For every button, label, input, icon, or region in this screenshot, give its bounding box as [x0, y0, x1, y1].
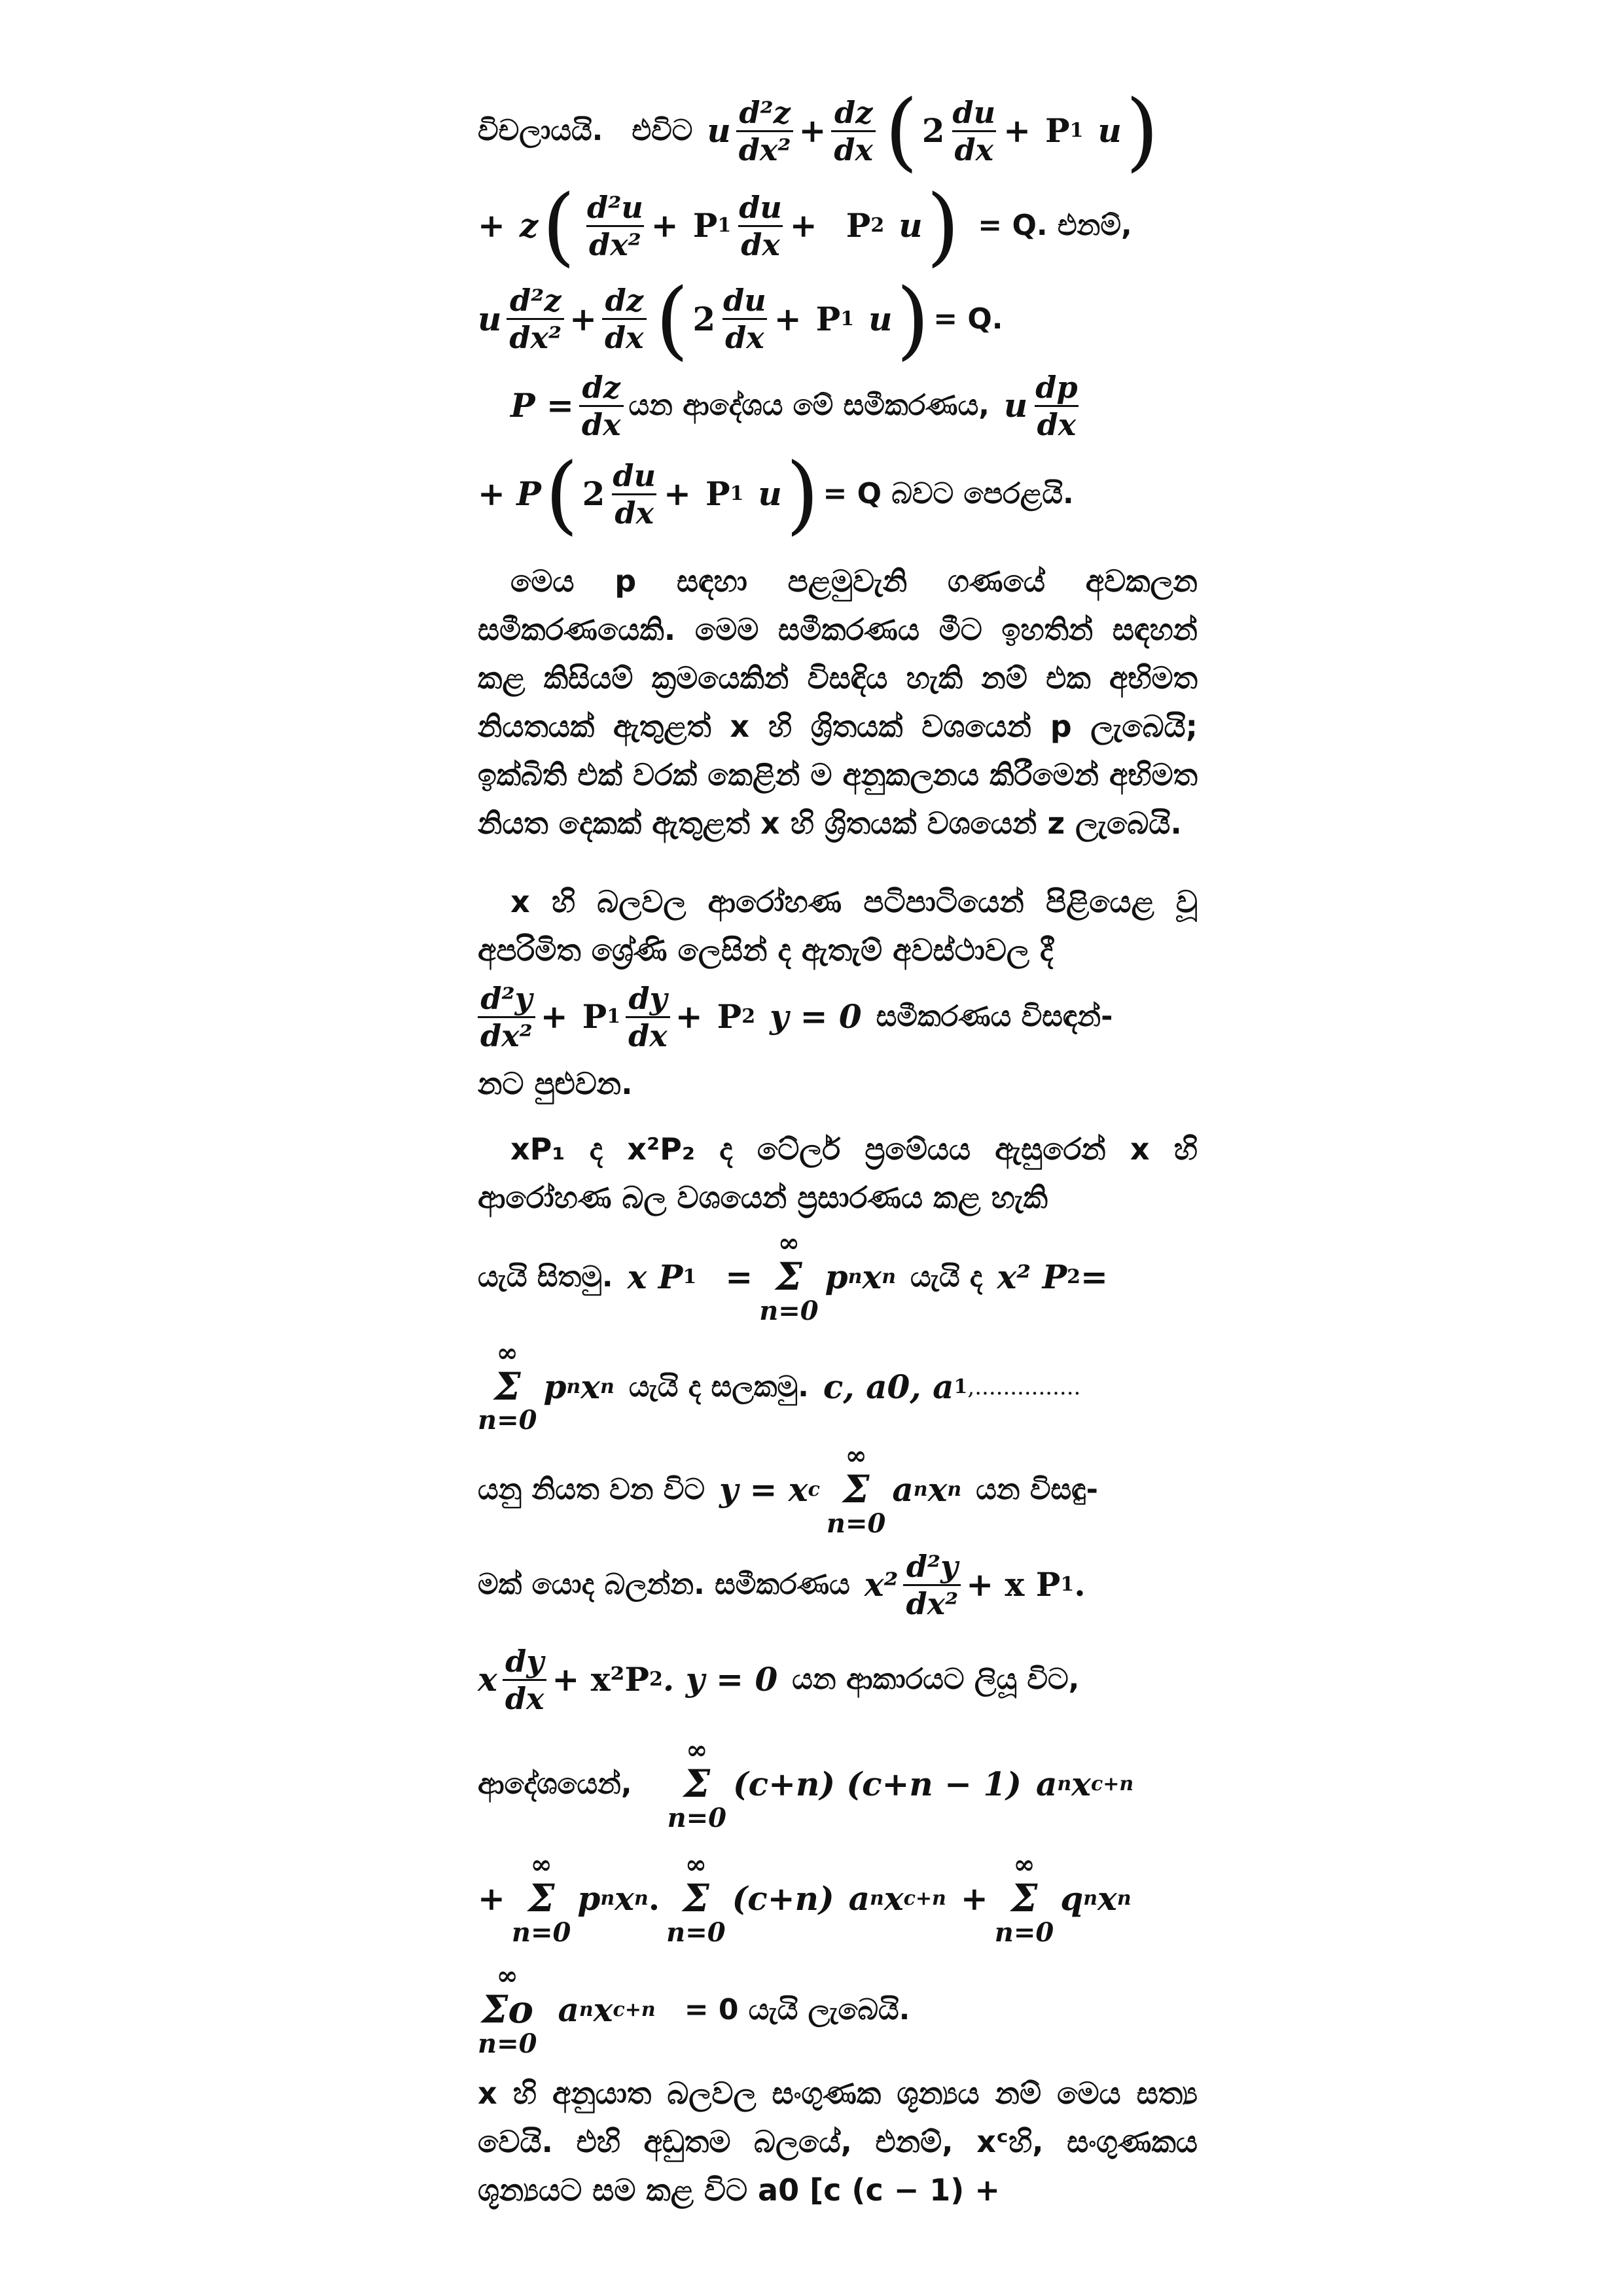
- subscript: 1: [607, 1005, 621, 1028]
- variable: u: [707, 111, 731, 150]
- variable: a: [848, 1879, 870, 1918]
- variable: p: [825, 1258, 848, 1296]
- equation-line-7: [478, 1222, 1198, 1333]
- superscript: n: [947, 1478, 962, 1501]
- coefficient: P: [705, 474, 730, 513]
- left-paren: (: [884, 81, 918, 181]
- fraction: $\frac{dp}{dx}$: [1035, 369, 1078, 442]
- expression: (c+n): [732, 1879, 834, 1918]
- equation-line-14: [478, 1958, 1198, 2062]
- plus-sign: +: [1003, 111, 1031, 150]
- coefficient: P: [846, 206, 871, 245]
- variable: p: [577, 1879, 601, 1918]
- left-paren: (: [544, 444, 579, 544]
- superscript: n: [600, 1375, 615, 1398]
- right-paren: ): [926, 176, 960, 275]
- subscript: 2: [870, 214, 885, 237]
- coefficient: P: [692, 206, 718, 245]
- expression: (c+n) (c+n − 1): [733, 1765, 1022, 1803]
- variable: u: [1097, 111, 1122, 150]
- subscript: n: [870, 1887, 884, 1910]
- superscript: c: [808, 1478, 820, 1501]
- left-paren: (: [655, 269, 689, 369]
- sinhala-text: යන විසඳු-: [976, 1473, 1098, 1506]
- right-paren: ): [896, 269, 930, 369]
- superscript: n: [633, 1887, 649, 1910]
- variable: x: [862, 1258, 882, 1296]
- subscript: 2: [649, 1668, 663, 1691]
- sinhala-text: යැයි ද සලකමු.: [628, 1369, 809, 1404]
- variable: x² P: [997, 1258, 1067, 1296]
- paragraph-2: x හි බලවල ආරෝහණ පටිපාටියෙන් පිළියෙළ වූ අපරිමිත ශ්‍රේණි ලෙසින් ද ඇතැම් අවස්ථාවල දී: [478, 884, 1198, 968]
- plus-sign: +: [774, 299, 802, 338]
- plus-sign: +: [798, 111, 827, 150]
- variable: . y = 0: [662, 1660, 778, 1699]
- fraction: $\frac{\text{d²u}}{\text{dx²}}$: [587, 189, 643, 262]
- fraction: $\frac{dy}{dx}$: [503, 1646, 547, 1714]
- fraction: $\frac{du}{dx}$: [739, 189, 782, 262]
- equation-line-6: [478, 974, 1198, 1059]
- plus-sign: +: [960, 1879, 988, 1918]
- variable: x: [615, 1879, 634, 1918]
- variable: u: [758, 474, 782, 513]
- equation-line-11: [478, 1631, 1198, 1729]
- summation: ∞ Σo n=0: [478, 1960, 537, 2059]
- fraction: $\frac{\text{d²z}}{\text{dx²}}$: [507, 285, 564, 353]
- paragraph-4: xP₁ ද x²P₂ ද ටේලර් ප්‍රමේයය ඇසුරෙන් x හි ආරෝහණ බල වශයෙන් ප්‍රසාරණය කළ හැකි: [478, 1131, 1198, 1215]
- subscript: 1: [1060, 1573, 1075, 1596]
- variable: x P: [627, 1258, 683, 1296]
- variable: u: [478, 299, 502, 338]
- number: 2: [921, 111, 945, 150]
- variable: x: [478, 1660, 497, 1699]
- subscript: n: [566, 1375, 581, 1398]
- variable: a: [558, 1990, 579, 2029]
- coefficient: P: [582, 997, 607, 1036]
- variable: a: [892, 1470, 914, 1509]
- variable: x: [883, 1879, 904, 1918]
- fraction: $\frac{du}{dx}$: [952, 94, 996, 168]
- paragraph-1: මෙය p සඳහා පළමුවැනි ගණයේ අවකලන සමීකරණයෙකි. මෙම සමීකරණය මීට ඉහතින් සඳහන් කළ කිසියම් ක්‍රමයෙකින් විසඳිය හැකි නම් එක අභිමත නියතයක් ඇතුළත් x හි ශ්‍රිතයක් වශයෙන් p ලැබෙයි; ඉක්බිති එක් වරක් කෙළින් ම අනුකලනය කිරීමෙන් අභිමත නියත දෙකක් ඇතුළත් x හි ශ්‍රිතයක් වශයෙන් z ලැබෙයි.: [478, 563, 1198, 841]
- variable: a: [1035, 1765, 1058, 1803]
- summation: ∞ Σ n=0: [666, 1849, 726, 1948]
- paragraph-3: නට පුළුවන.: [478, 1066, 633, 1101]
- sinhala-text: විචලායයි.: [478, 114, 603, 147]
- superscript: c+n: [1090, 1773, 1134, 1795]
- number: 2: [692, 299, 716, 338]
- plus-sign: +: [651, 206, 679, 245]
- sinhala-text: මක් යොද බලන්න. සමීකරණය: [478, 1568, 850, 1601]
- equation-line-2: [478, 177, 1198, 275]
- right-paren: ): [1125, 81, 1159, 181]
- equals-sign: =: [725, 1258, 753, 1296]
- variable: x: [580, 1367, 601, 1406]
- equation-tail: = 0 යැයි ලැබෙයි.: [684, 1993, 910, 2026]
- summation: ∞ Σ n=0: [478, 1337, 537, 1436]
- coefficient: P: [1045, 111, 1070, 150]
- subscript: n: [847, 1265, 863, 1288]
- superscript: c+n: [903, 1887, 946, 1910]
- variable: x: [593, 1990, 613, 2029]
- equation-line-1: [478, 81, 1198, 181]
- variable: + P: [478, 474, 541, 513]
- variable: x: [1097, 1879, 1117, 1918]
- sinhala-text: යන ආදේශය මේ සමීකරණය,: [628, 389, 990, 422]
- fraction: $\frac{dy}{dx}$: [626, 983, 670, 1051]
- plus-sign: +: [478, 1879, 505, 1918]
- coefficient: P: [815, 299, 841, 338]
- fraction: $\frac{dz}{dx}$: [579, 372, 624, 440]
- variable: c, a0, a: [823, 1367, 954, 1406]
- sinhala-text: යැයි සිතමු.: [478, 1260, 613, 1294]
- number: 2: [582, 474, 605, 513]
- summation: ∞ Σ n=0: [667, 1735, 727, 1833]
- variable: u: [868, 299, 893, 338]
- subscript: 1: [954, 1375, 968, 1398]
- paragraph-5: x හි අනුයාත බලවල සංගුණක ශූන්‍යය නම් මෙය සත්‍ය වෙයි. එහි අඩුතම බලයේ, එනම්, xᶜහි, සංගුණකය ශූන්‍යයට සම කළ විට a0 [c (c − 1) +: [478, 2075, 1198, 2208]
- subscript: n: [1057, 1773, 1072, 1795]
- term: + x P: [966, 1565, 1061, 1604]
- plus-sign: +: [789, 206, 817, 245]
- summation: ∞ Σ n=0: [511, 1849, 571, 1948]
- subscript: n: [913, 1478, 928, 1501]
- summation: ∞ Σ n=0: [994, 1849, 1054, 1948]
- term: + x²P: [552, 1660, 650, 1699]
- equation-tail: = Q. එනම්,: [978, 209, 1132, 242]
- subscript: 1: [840, 307, 855, 330]
- plus-sign: +: [675, 997, 703, 1036]
- equation-line-3: [478, 269, 1198, 369]
- variable: x²: [864, 1565, 899, 1604]
- variable: P =: [510, 386, 574, 425]
- fraction: $\frac{dz}{dx}$: [831, 97, 876, 165]
- right-paren: ): [785, 444, 819, 544]
- dot: .: [1074, 1565, 1086, 1604]
- equation-line-9: [478, 1441, 1198, 1539]
- subscript: n: [1083, 1887, 1097, 1910]
- equation-line-4: [478, 363, 1198, 448]
- plus-sign: +: [478, 206, 505, 245]
- subscript: 1: [683, 1265, 697, 1288]
- sinhala-text: යැයි ද: [910, 1260, 983, 1294]
- dot: .: [648, 1879, 660, 1918]
- sinhala-text: යනු නියත වන විට: [478, 1473, 705, 1506]
- variable: y = 0: [770, 997, 862, 1036]
- summation: ∞ Σ n=0: [826, 1440, 886, 1539]
- subscript: n: [600, 1887, 615, 1910]
- equation-line-5: [478, 444, 1198, 544]
- equation-line-13: [478, 1840, 1198, 1958]
- variable: u: [1003, 386, 1028, 425]
- variable: x: [1071, 1765, 1091, 1803]
- summation: ∞ Σ n=0: [759, 1227, 819, 1326]
- left-paren: (: [542, 176, 576, 275]
- plus-sign: +: [664, 474, 691, 513]
- superscript: c+n: [613, 1998, 656, 2021]
- fraction: $\frac{\text{d²y}}{\text{dx²}}$: [903, 1551, 961, 1619]
- superscript: n: [1116, 1887, 1132, 1910]
- variable: z: [519, 206, 539, 245]
- sinhala-text: ආදේශයෙන්,: [478, 1767, 632, 1801]
- subscript: 1: [717, 214, 732, 237]
- subscript: 2: [1067, 1265, 1081, 1288]
- fraction: $\frac{dz}{dx}$: [602, 285, 647, 353]
- fraction: $\frac{du}{dx}$: [723, 283, 766, 355]
- equation-line-12: [478, 1729, 1198, 1840]
- sinhala-text: සමීකරණය විසඳන්-: [876, 1000, 1113, 1033]
- variable: y = x: [719, 1470, 808, 1509]
- dots: ,...............: [967, 1373, 1081, 1400]
- subscript: 2: [741, 1005, 756, 1028]
- sinhala-text: එවිට: [632, 114, 693, 147]
- fraction: $\frac{du}{dx}$: [613, 457, 656, 531]
- coefficient: P: [717, 997, 742, 1036]
- variable: x: [927, 1470, 948, 1509]
- fraction: $\frac{\text{d²y}}{\text{dx²}}$: [478, 983, 535, 1051]
- variable: q: [1060, 1879, 1084, 1918]
- equals-sign: =: [1080, 1258, 1108, 1296]
- text-column: [478, 81, 1198, 2214]
- subscript: n: [579, 1998, 594, 2021]
- subscript: 1: [730, 482, 744, 505]
- fraction: $\frac{\text{d²z}}{\text{dx²}}$: [736, 97, 794, 165]
- equation-line-8: [478, 1333, 1198, 1441]
- variable: u: [899, 206, 923, 245]
- equation-tail: = Q.: [933, 302, 1003, 336]
- sinhala-text: යන ආකාරයට ලියූ විට,: [792, 1663, 1080, 1696]
- plus-sign: +: [569, 299, 597, 338]
- subscript: 1: [1069, 119, 1084, 142]
- plus-sign: +: [540, 997, 568, 1036]
- superscript: n: [882, 1265, 897, 1288]
- equation-tail: = Q බවට පෙරළයි.: [823, 477, 1074, 510]
- equation-line-10: [478, 1539, 1198, 1631]
- variable: p: [543, 1367, 567, 1406]
